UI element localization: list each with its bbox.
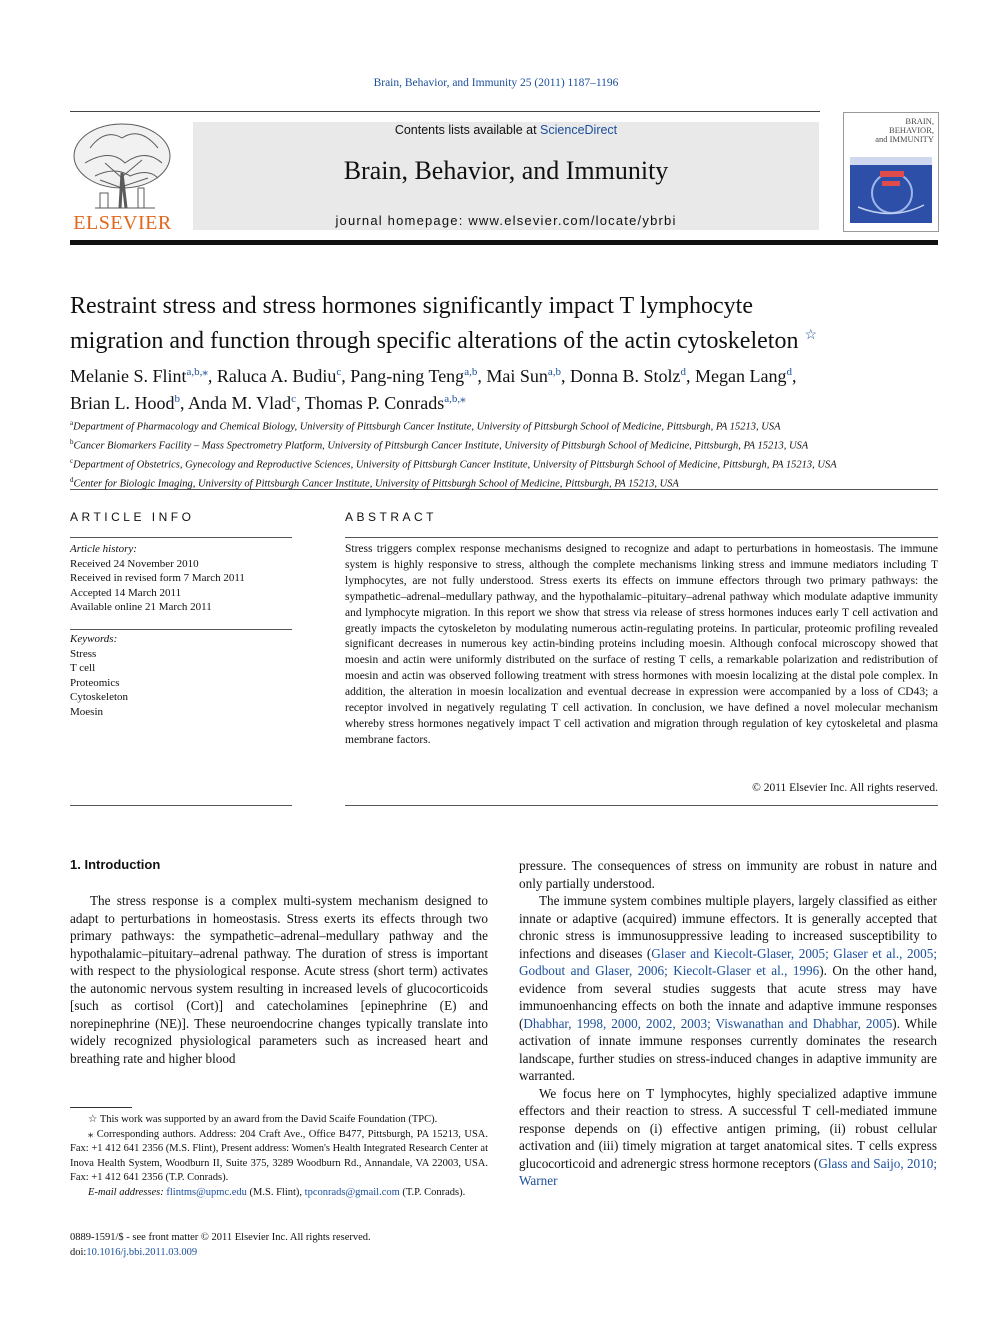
- author-affiliation-marker[interactable]: c: [291, 393, 297, 405]
- author-affiliation-marker[interactable]: b: [174, 393, 180, 405]
- author-affiliation-marker[interactable]: a,b: [547, 366, 561, 378]
- journal-citation[interactable]: [0, 77, 992, 89]
- author-name: Megan Lang: [694, 366, 787, 386]
- issn-doi: [70, 1230, 570, 1260]
- email-link[interactable]: flintms@upmc.edu: [166, 1186, 247, 1198]
- abstract-copyright: © 2011 Elsevier Inc. All rights reserved.: [752, 782, 938, 794]
- abstract-rule: [345, 537, 938, 538]
- paragraph: pressure. The consequences of stress on immunity are robust in nature and only partially understood.: [519, 858, 937, 891]
- issn-line: 0889-1591/$ - see front matter © 2011 Elsevier Inc. All rights reserved.: [70, 1232, 371, 1243]
- author-separator: ,: [560, 366, 570, 386]
- author-separator: ,: [179, 393, 188, 413]
- doi-link[interactable]: 10.1016/j.bbi.2011.03.009: [86, 1247, 198, 1258]
- cover-title-line: BEHAVIOR,: [889, 125, 934, 135]
- journal-homepage: [193, 213, 819, 228]
- homepage-url[interactable]: www.elsevier.com/locate/ybrbi: [468, 213, 677, 228]
- cover-title: [875, 117, 934, 144]
- keywords-label: Keywords:: [70, 633, 118, 645]
- paragraph: The stress response is a complex multi-system mechanism designed to adapt to perturbations in homeostasis. Stress exerts its effects through two primary pathways: the sympathetic–adrenal–medullary pathway and the hypothalamic–pituitary–adrenal pathway. The duration of stress is important with respect to the physiological response. Acute stress (short term) activates the autonomic nervous system resulting in increased levels of glucocorticoids [such as cortisol (Cort)] and catecholamines [epinephrine (E) and norepinephrine (NE)]. These neuroendocrine changes typically translate into widely recognized physiological parameters such as increased heart and breathing rate and higher blood: [70, 893, 488, 1066]
- history-label: Article history:: [70, 543, 137, 555]
- affiliation-key: c: [70, 457, 74, 465]
- affiliation-text: Department of Pharmacology and Chemical Biology, University of Pittsburgh Cancer Institute, University of Pittsburgh School of Medicine, Pittsburgh, PA 15213, USA: [73, 421, 781, 433]
- author-affiliation-marker[interactable]: c: [336, 366, 342, 378]
- author-separator: ,: [296, 393, 305, 413]
- history-item: Available online 21 March 2011: [70, 601, 212, 613]
- email-footnote: E-mail addresses: flintms@upmc.edu (M.S. Flint), tpconrads@gmail.com (T.P. Conrads).: [88, 1186, 466, 1198]
- affiliation-text: Department of Obstetrics, Gynecology and Reproductive Sciences, University of Pittsburgh Cancer Institute, University of Pittsburgh School of Medicine, Pittsburgh, PA 15213, USA: [73, 459, 837, 471]
- body-column-left: [70, 892, 488, 1067]
- article-history: [70, 542, 292, 615]
- author-affiliation-marker[interactable]: a,b,⁎: [444, 393, 466, 405]
- abstract-text: Stress triggers complex response mechanisms designed to recognize and adapt to perturbations in homeostasis. The immune system is highly responsive to stress, although the complete mechanisms linking stress and immune mediators including T lymphocytes, are not fully understood. Stress exerts its effects on immune effectors through two primary pathways: the sympathetic–adrenal–medullary pathway, and the hypothalamic–pituitary–adrenal pathway which modulate adaptive immunity and lymphocyte migration. In this report we show that stress via release of stress hormones induces early T cell activation and greatly impacts the cytoskeleton by modulating numerous actin-regulating proteins. In particular, proteomic profiling revealed significant decreases in numerous key actin-binding proteins including moesin. Although confocal microscopy showed that moesin and actin were uniformly distributed on the surface of resting T cells, a remarkable polarization and redistribution of moesin and actin was observed following treatment with stress hormones with moesin localizing at the distal pole complex. In addition, the alteration in moesin localization and eventual decrease in expression were accompanied by a loss of CD43; a receptor involved in negatively regulating T cell activation. In conclusion, we have defined a novel molecular mechanism whereby stress hormones negatively impact T cell activation and migration through regulation of key cytoskeletal and plasma membrane factors.: [345, 543, 938, 746]
- affiliation-text: Center for Biologic Imaging, University of Pittsburgh Cancer Institute, University of Pittsburgh School of Medicine, Pittsburgh, PA 15213, USA: [73, 478, 679, 490]
- author-affiliation-marker[interactable]: a,b,⁎: [186, 366, 208, 378]
- paragraph: The immune system combines multiple players, largely classified as either innate or adaptive (acquired) immune effectors. It is generally accepted that chronic stress is immunosuppressive leading to increased susceptibility to infections and diseases (Glaser and Kiecolt-Glaser, 2005; Glaser et al., 2005; Godbout and Glaser, 2006; Kiecolt-Glaser et al., 1996). On the other hand, evidence from several studies suggests that acute stress may have immunoenhancing effects on both the innate and adaptive immune responses (Dhabhar, 1998, 2000, 2002, 2003; Viswanathan and Dhabhar, 2005). While activation of innate immune responses currently dominates the research landscape, further studies on stress-induced changes in adaptive immunity are warranted.: [519, 893, 937, 1083]
- body-column-right: [519, 857, 937, 1190]
- affiliations: [70, 416, 940, 492]
- cover-title-line: and IMMUNITY: [875, 134, 934, 144]
- reference-link[interactable]: Glaser and Kiecolt-Glaser, 2005; Glaser et al., 2005; Godbout and Glaser, 2006; Kiecolt-Glaser et al., 1996: [519, 945, 937, 978]
- affiliation: [70, 416, 940, 435]
- affiliation: [70, 454, 940, 473]
- author-separator: ,: [685, 366, 695, 386]
- author-list: [70, 361, 940, 415]
- corresponding-author-footnote: ⁎ Corresponding authors. Address: 204 Craft Ave., Office B477, Pittsburgh, PA 15213, USA. Fax: +1 412 641 2356 (M.S. Flint), Present address: Women's Health Integrated Research Center at Inova Health System, Woodburn II, Suite 375, 3289 Woodburn Rd., Annandale, VA 22003, USA. Fax: +1 412 641 2356 (T.P. Conrads).: [70, 1128, 488, 1183]
- footnotes: [70, 1113, 488, 1200]
- journal-title: Brain, Behavior, and Immunity: [343, 156, 669, 185]
- section-rule: [70, 489, 938, 490]
- author-name: Mai Sun: [486, 366, 548, 386]
- affiliation: [70, 435, 940, 454]
- doi-line: doi:10.1016/j.bbi.2011.03.009: [70, 1247, 198, 1258]
- author-name: Raluca A. Budiu: [216, 366, 337, 386]
- author-affiliation-marker[interactable]: d: [680, 366, 686, 378]
- keyword: Stress: [70, 647, 97, 660]
- sciencedirect-link[interactable]: ScienceDirect: [540, 123, 618, 137]
- reference-link[interactable]: Dhabhar, 1998, 2000, 2002, 2003; Viswanathan and Dhabhar, 2005: [523, 1015, 893, 1031]
- article-info-rule: [70, 537, 292, 538]
- author-name: Brian L. Hood: [70, 393, 175, 413]
- funding-footnote: ☆ This work was supported by an award from the David Scaife Foundation (TPC).: [88, 1114, 438, 1125]
- history-item: Accepted 14 March 2011: [70, 586, 182, 599]
- author-affiliation-marker[interactable]: a,b: [464, 366, 478, 378]
- elsevier-wordmark: ELSEVIER: [73, 212, 172, 234]
- cover-title-line: BRAIN,: [905, 116, 934, 126]
- article-info-heading: ARTICLE INFO: [70, 510, 195, 524]
- keyword: Cytoskeleton: [70, 691, 129, 703]
- citation-link[interactable]: Brain, Behavior, and Immunity 25 (2011) 1187–1196: [373, 77, 619, 89]
- abstract-heading: ABSTRACT: [345, 510, 438, 524]
- footnote-rule: [70, 1107, 132, 1108]
- keyword: Proteomics: [70, 676, 120, 689]
- reference-link[interactable]: Glass and Saijo, 2010; Warner: [519, 1155, 937, 1188]
- history-item: Received 24 November 2010: [70, 557, 199, 570]
- author-name: Melanie S. Flint: [70, 366, 187, 386]
- author-name: Anda M. Vlad: [188, 393, 292, 413]
- affiliation-key: a: [70, 419, 74, 427]
- email-link[interactable]: tpconrads@gmail.com: [304, 1186, 400, 1198]
- paragraph: We focus here on T lymphocytes, highly specialized adaptive immune effectors and their reaction to stress. A successful T cell-mediated immune response depends on (i) effective antigen priming, (ii) robust cellular activation and (iii) timely migration at target anatomical sites. T cells express glucocorticoid and adrenergic stress hormone receptors (Glass and Saijo, 2010; Warner: [519, 1085, 937, 1188]
- article-title: [70, 292, 940, 356]
- keyword: T cell: [70, 662, 96, 674]
- homepage-prefix: journal homepage:: [335, 213, 469, 228]
- keywords: [70, 632, 292, 719]
- affiliation-key: b: [70, 438, 74, 446]
- abstract-rule: [345, 805, 938, 806]
- author-name: Thomas P. Conrads: [304, 393, 445, 413]
- article-info-rule: [70, 629, 292, 630]
- cover-image: [850, 157, 932, 223]
- article-info-rule: [70, 805, 292, 806]
- introduction-heading: 1. Introduction: [70, 857, 161, 872]
- header-thick-rule: [70, 240, 938, 245]
- contents-line: [193, 123, 819, 137]
- author-affiliation-marker[interactable]: d: [786, 366, 792, 378]
- author-separator: ,: [207, 366, 217, 386]
- author-separator: ,: [341, 366, 351, 386]
- affiliation-text: Cancer Biomarkers Facility – Mass Spectrometry Platform, University of Pittsburgh Cancer Institute, University of Pittsburgh School of Medicine, Pittsburgh, PA 15213, USA: [73, 440, 809, 452]
- keyword: Moesin: [70, 705, 103, 718]
- title-line: Restraint stress and stress hormones significantly impact T lymphocyte: [70, 293, 754, 319]
- journal-cover-thumbnail[interactable]: [843, 112, 939, 232]
- header-rule: [70, 111, 820, 112]
- author-name: Donna B. Stolz: [569, 366, 681, 386]
- author-separator: ,: [477, 366, 487, 386]
- history-item: Received in revised form 7 March 2011: [70, 572, 245, 584]
- title-line: migration and function through specific alterations of the actin cytoskeleton ☆: [70, 328, 818, 354]
- author-separator: ,: [791, 366, 797, 386]
- affiliation-key: d: [70, 476, 74, 484]
- title-footnote-star[interactable]: ☆: [804, 328, 818, 343]
- contents-prefix: Contents lists available at: [394, 123, 541, 137]
- author-name: Pang-ning Teng: [350, 366, 465, 386]
- cover-artwork: [850, 157, 932, 223]
